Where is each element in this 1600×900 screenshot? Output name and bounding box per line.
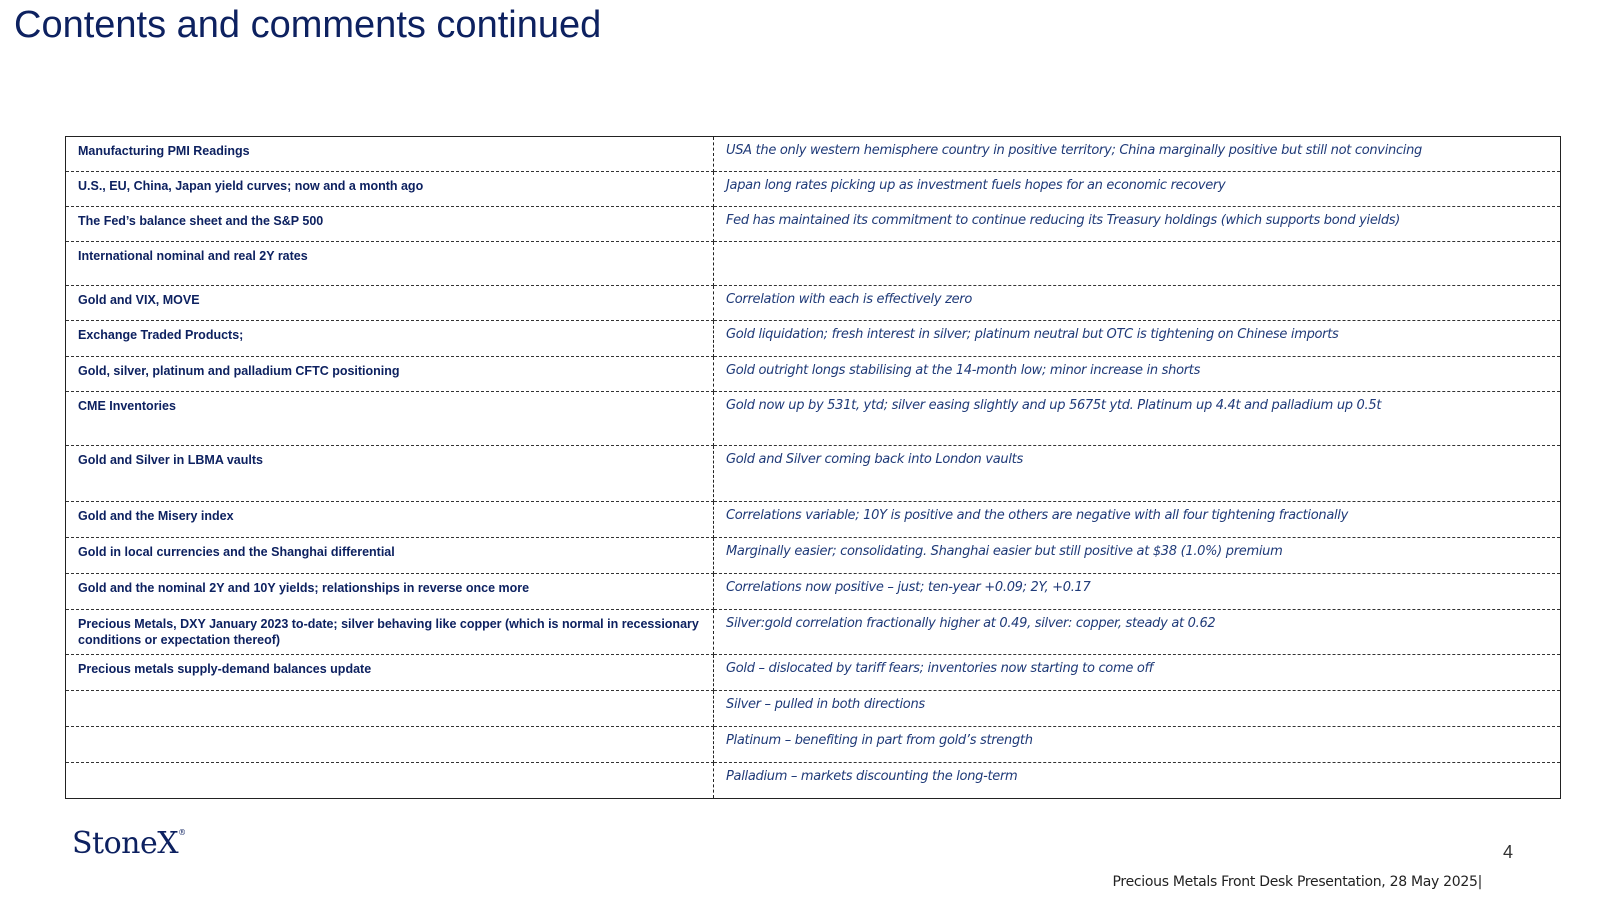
topic-cell: Gold and Silver in LBMA vaults bbox=[66, 446, 714, 502]
table-row bbox=[66, 691, 1561, 727]
topic-cell: The Fed’s balance sheet and the S&P 500 bbox=[66, 207, 714, 242]
table-row bbox=[66, 446, 1561, 502]
footer-text: Precious Metals Front Desk Presentation, 28 May 2025| bbox=[1112, 874, 1482, 890]
topic-cell bbox=[66, 727, 714, 763]
page-number: 4 bbox=[1503, 842, 1514, 862]
comment-cell: Silver – pulled in both directions bbox=[714, 691, 1561, 727]
topic-cell: Precious metals supply-demand balances update bbox=[66, 655, 714, 691]
table-row bbox=[66, 727, 1561, 763]
topic-cell: Manufacturing PMI Readings bbox=[66, 137, 714, 172]
comment-cell: Gold – dislocated by tariff fears; inventories now starting to come off bbox=[714, 655, 1561, 691]
table-row bbox=[66, 286, 1561, 321]
table-row bbox=[66, 655, 1561, 691]
comment-cell bbox=[714, 242, 1561, 286]
comment-cell: Marginally easier; consolidating. Shanghai easier but still positive at $38 (1.0%) premium bbox=[714, 538, 1561, 574]
table-row bbox=[66, 392, 1561, 446]
table-row bbox=[66, 137, 1561, 172]
table-row bbox=[66, 610, 1561, 655]
contents-table bbox=[65, 136, 1561, 799]
comment-cell: Correlations now positive – just; ten-year +0.09; 2Y, +0.17 bbox=[714, 574, 1561, 610]
table-row bbox=[66, 321, 1561, 357]
topic-cell: International nominal and real 2Y rates bbox=[66, 242, 714, 286]
comment-cell: Gold now up by 531t, ytd; silver easing slightly and up 5675t ytd. Platinum up 4.4t and palladium up 0.5t bbox=[714, 392, 1561, 446]
comment-cell: USA the only western hemisphere country in positive territory; China marginally positive but still not convincing bbox=[714, 137, 1561, 172]
topic-cell bbox=[66, 763, 714, 799]
stonex-logo bbox=[72, 826, 186, 861]
logo-text: StoneX bbox=[72, 826, 179, 861]
comment-cell: Silver:gold correlation fractionally higher at 0.49, silver: copper, steady at 0.62 bbox=[714, 610, 1561, 655]
table-row bbox=[66, 207, 1561, 242]
comment-cell: Correlations variable; 10Y is positive and the others are negative with all four tightening fractionally bbox=[714, 502, 1561, 538]
topic-cell: CME Inventories bbox=[66, 392, 714, 446]
table-row bbox=[66, 357, 1561, 392]
comment-cell: Platinum – benefiting in part from gold’s strength bbox=[714, 727, 1561, 763]
topic-cell: Gold and VIX, MOVE bbox=[66, 286, 714, 321]
topic-cell: U.S., EU, China, Japan yield curves; now and a month ago bbox=[66, 172, 714, 207]
topic-cell bbox=[66, 691, 714, 727]
topic-cell: Exchange Traded Products; bbox=[66, 321, 714, 357]
table-row bbox=[66, 574, 1561, 610]
comment-cell: Japan long rates picking up as investment fuels hopes for an economic recovery bbox=[714, 172, 1561, 207]
comment-cell: Gold liquidation; fresh interest in silver; platinum neutral but OTC is tightening on Chinese imports bbox=[714, 321, 1561, 357]
topic-cell: Gold, silver, platinum and palladium CFTC positioning bbox=[66, 357, 714, 392]
table-row bbox=[66, 172, 1561, 207]
comment-cell: Gold outright longs stabilising at the 14-month low; minor increase in shorts bbox=[714, 357, 1561, 392]
table-row bbox=[66, 763, 1561, 799]
table-row bbox=[66, 242, 1561, 286]
comment-cell: Gold and Silver coming back into London vaults bbox=[714, 446, 1561, 502]
registered-mark: ® bbox=[178, 828, 186, 837]
topic-cell: Precious Metals, DXY January 2023 to-date; silver behaving like copper (which is normal in recessionary conditions or expectation thereof) bbox=[66, 610, 714, 655]
topic-cell: Gold and the nominal 2Y and 10Y yields; relationships in reverse once more bbox=[66, 574, 714, 610]
table-row bbox=[66, 502, 1561, 538]
page-title: Contents and comments continued bbox=[14, 4, 602, 46]
table-row bbox=[66, 538, 1561, 574]
topic-cell: Gold in local currencies and the Shanghai differential bbox=[66, 538, 714, 574]
topic-cell: Gold and the Misery index bbox=[66, 502, 714, 538]
comment-cell: Correlation with each is effectively zero bbox=[714, 286, 1561, 321]
comment-cell: Palladium – markets discounting the long-term bbox=[726, 769, 1018, 784]
comment-cell: Fed has maintained its commitment to continue reducing its Treasury holdings (which supports bond yields) bbox=[714, 207, 1561, 242]
